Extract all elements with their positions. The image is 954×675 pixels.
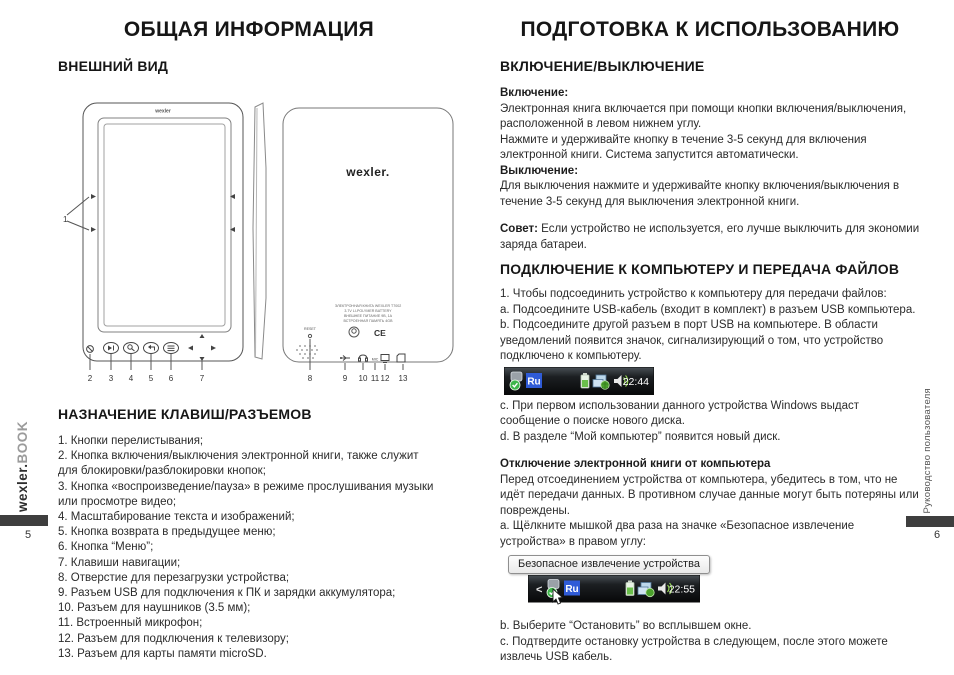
clock: 22:44 — [622, 375, 649, 388]
page-general-info — [58, 18, 440, 662]
ce-mark: CE — [374, 328, 386, 338]
tip-label: Совет: — [500, 223, 538, 235]
connect-step: 1. Чтобы подсоединить устройство к компьютеру для передачи файлов: — [500, 288, 887, 300]
callout-number: 5 — [148, 374, 154, 383]
guide-vertical-label: Руководство пользователя — [922, 388, 933, 514]
brand-vertical-logo — [15, 421, 30, 512]
callout-number: 6 — [168, 374, 174, 383]
list-item: 12. Разъем для подключения к телевизору; — [58, 632, 289, 645]
taskbar-screenshot-2 — [500, 554, 920, 611]
back-info-line: ВСТРОЕННАЯ ПАМЯТЬ 4GB — [343, 319, 393, 323]
on-text: Нажмите и удерживайте кнопку в течение 3-5 секунд для включения электронной книги. Система запустится автоматически. — [500, 133, 867, 161]
page-number-right: 6 — [934, 529, 941, 541]
list-item: 8. Отверстие для перезагрузки устройства; — [58, 571, 290, 584]
disconnect-step: a. Щёлкните мышкой два раза на значке «Безопасное извлечение устройства» в правом углу: — [500, 520, 855, 548]
list-item: 1. Кнопки перелистывания; — [58, 435, 204, 447]
battery-icon — [581, 373, 589, 388]
callout-number: 11 — [370, 374, 380, 383]
back-brand-logo: wexler. — [346, 165, 390, 179]
key-function-list — [58, 434, 440, 662]
disconnect-text: Перед отсоединением устройства от компьютера, убедитесь в том, что не идёт передачи данных. В противном случае данные могут быть потеряны или повреждены. — [500, 473, 919, 517]
disconnect-step: b. Выберите “Остановить” во всплывшем окне. — [500, 620, 752, 632]
section-connect: ПОДКЛЮЧЕНИЕ К КОМПЬЮТЕРУ И ПЕРЕДАЧА ФАЙЛОВ — [500, 261, 900, 277]
list-item: 5. Кнопка возврата в предыдущее меню; — [58, 526, 276, 539]
brand-wexler: wexler. — [15, 463, 30, 513]
on-text: Электронная книга включается при помощи кнопки включения/выключения, расположенной в левом нижнем углу. — [500, 102, 907, 130]
reset-label: RESET — [304, 327, 316, 331]
svg-text:Ru: Ru — [565, 584, 579, 595]
list-item: 10. Разъем для наушников (3.5 мм); — [58, 602, 251, 615]
connect-step: d. В разделе “Мой компьютер” появится новый диск. — [500, 430, 781, 443]
callout-number: 1 — [63, 215, 68, 224]
list-item: 13. Разъем для карты памяти microSD. — [58, 647, 267, 660]
list-item: 3. Кнопка «воспроизведение/пауза» в режиме прослушивания музыки или просмотре видео; — [58, 480, 434, 508]
section-appearance: ВНЕШНИЙ ВИД — [58, 58, 169, 74]
clock: 22:55 — [668, 583, 695, 596]
front-brand-label: wexler — [155, 108, 171, 115]
list-item: 2. Кнопка включения/выключения электронной книги, также служит для блокировки/разблокировки кнопок; — [58, 450, 419, 478]
page-title-left: ОБЩАЯ ИНФОРМАЦИЯ — [123, 18, 375, 41]
back-info-line: ЭЛЕКТРОННАЯ КНИГА WEXLER T7002 — [334, 304, 402, 308]
callout-number: 2 — [87, 374, 93, 383]
chevron-icon: < — [536, 584, 543, 596]
list-item: 11. Встроенный микрофон; — [58, 617, 203, 630]
left-edge-bar — [0, 515, 48, 526]
front-view — [67, 103, 243, 370]
list-item: 9. Разъем USB для подключения к ПК и зарядки аккумулятора; — [58, 587, 396, 600]
on-label: Включение: — [500, 87, 569, 99]
disconnect-heading: Отключение электронной книги от компьютера — [500, 458, 771, 470]
right-edge-bar — [906, 516, 954, 527]
language-indicator — [526, 373, 542, 388]
connect-step: c. При первом использовании данного устройства Windows выдаст сообщение о поиске нового диска. — [500, 399, 859, 427]
brand-book: BOOK — [15, 421, 30, 464]
page-preparation — [500, 18, 920, 666]
language-indicator — [564, 581, 580, 596]
callout-number: 12 — [380, 374, 390, 383]
section-power: ВКЛЮЧЕНИЕ/ВЫКЛЮЧЕНИЕ — [500, 58, 705, 74]
back-info-line: ВНЕШНЕЕ ПИТАНИЕ 9В, 1А — [343, 314, 393, 318]
connect-step: a. Подсоедините USB-кабель (входит в комплект) в разъем USB компьютера. — [500, 303, 916, 316]
callout-number: 13 — [398, 374, 408, 383]
safe-remove-tooltip: Безопасное извлечение устройства — [508, 555, 710, 574]
callout-number: 8 — [307, 374, 313, 383]
off-text: Для выключения нажмите и удерживайте кнопку включения/выключения в течение 3-5 секунд для выключения электронной книги. — [500, 180, 900, 208]
list-item: 4. Масштабирование текста и изображений; — [58, 511, 295, 524]
callout-number: 3 — [108, 374, 114, 383]
battery-icon — [626, 581, 634, 596]
callout-number: 4 — [128, 374, 134, 383]
disconnect-step: c. Подтвердите остановку устройства в следующем, после этого можете извлечь USB кабель. — [500, 635, 888, 663]
tip-paragraph — [500, 222, 920, 253]
back-info-line: 3.7V LI-POLYMER BATTERY — [344, 309, 392, 313]
connect-step: b. Подсоедините другой разъем в порт USB на компьютере. В области уведомлений появится значок, сигнализирующий о том, что устройство подключено к компьютеру. — [500, 319, 884, 362]
callout-number: 10 — [358, 374, 368, 383]
list-item: 6. Кнопка “Меню”; — [58, 541, 154, 554]
section-keys: НАЗНАЧЕНИЕ КЛАВИШ/РАЗЪЕМОВ — [58, 406, 312, 422]
tip-text: Если устройство не используется, его лучше выключить для экономии заряда батареи. — [500, 223, 920, 251]
device-diagram — [58, 98, 458, 390]
off-label: Выключение: — [500, 164, 579, 177]
taskbar-screenshot-1 — [504, 367, 654, 395]
side-view — [253, 103, 266, 359]
callout-number: 7 — [199, 374, 205, 383]
svg-text:Ru: Ru — [527, 376, 541, 387]
list-item: 7. Клавиши навигации; — [58, 556, 181, 569]
mic-label: MIC — [371, 357, 379, 362]
page-number-left: 5 — [25, 529, 32, 541]
taskbar-image — [528, 575, 700, 611]
callout-number: 9 — [342, 374, 348, 383]
page-title-right: ПОДГОТОВКА К ИСПОЛЬЗОВАНИЮ — [520, 18, 900, 41]
